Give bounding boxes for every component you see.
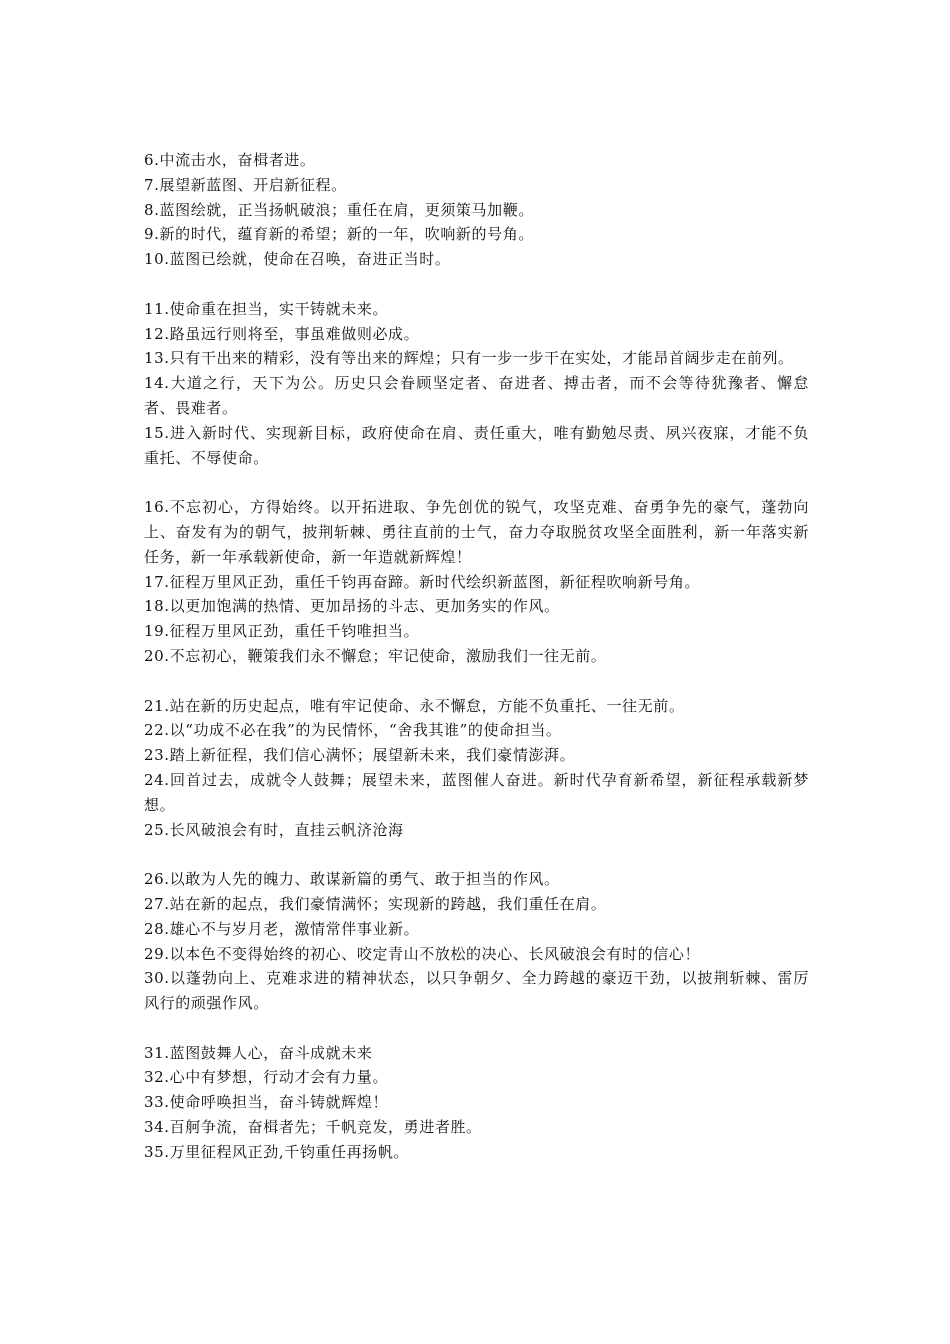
list-item: 15.进入新时代、实现新目标，政府使命在肩、责任重大，唯有勤勉尽责、夙兴夜寐，才能不负重托、不辱使命。 [144,423,809,467]
list-item: 22.以“功成不必在我”的为民情怀，“舍我其谁”的使命担当。 [144,721,562,740]
list-item: 33.使命呼唤担当，奋斗铸就辉煌！ [144,1093,389,1112]
paragraph-group [144,1041,809,1165]
list-item: 9.新的时代，蕴育新的希望；新的一年，吹响新的号角。 [144,225,534,244]
list-item: 34.百舸争流，奋楫者先；千帆竞发，勇进者胜。 [144,1118,482,1137]
list-item: 19.征程万里风正劲，重任千钧唯担当。 [144,622,420,641]
list-item: 12.路虽远行则将至，事虽难做则必成。 [144,324,420,343]
list-item: 6.中流击水，奋楫者进。 [144,151,316,169]
paragraph-group [144,495,809,669]
list-item: 27.站在新的起点，我们豪情满怀；实现新的跨越，我们重任在肩。 [144,894,607,913]
list-item: 18.以更加饱满的热情、更加昂扬的斗志、更加务实的作风。 [144,597,560,616]
paragraph-group [144,297,809,471]
list-item: 28.雄心不与岁月老，激情常伴事业新。 [144,919,420,938]
paragraph-group [144,867,809,1016]
list-item: 30.以蓬勃向上、克难求进的精神状态，以只争朝夕、全力跨越的豪迈干劲，以披荆斩棘、雷厉风行的顽强作风。 [144,969,809,1013]
list-item: 16.不忘初心，方得始终。以开拓进取、争先创优的锐气，攻坚克难、奋勇争先的豪气，蓬勃向上、奋发有为的朝气，披荆斩棘、勇往直前的士气，奋力夺取脱贫攻坚全面胜利，新一年落实新任务，新一年承载新使命，新一年造就新辉煌！ [144,498,809,566]
list-item: 17.征程万里风正劲，重任千钧再奋蹄。新时代绘织新蓝图，新征程吹响新号角。 [144,572,701,591]
list-item: 24.回首过去，成就令人鼓舞；展望未来，蓝图催人奋进。新时代孕育新希望，新征程承载新梦想。 [144,770,809,814]
list-item: 31.蓝图鼓舞人心，奋斗成就未来 [144,1043,373,1062]
list-item: 29.以本色不变得始终的初心、咬定青山不放松的决心、长风破浪会有时的信心！ [144,944,701,963]
list-item: 35.万里征程风正劲,千钧重任再扬帆。 [144,1142,410,1161]
document-page [144,148,809,1165]
list-item: 10.蓝图已绘就，使命在召唤，奋进正当时。 [144,250,451,269]
list-item: 25.长风破浪会有时，直挂云帆济沧海 [144,820,404,839]
list-item: 26.以敢为人先的魄力、敢谋新篇的勇气、敢于担当的作风。 [144,870,560,889]
paragraph-group [144,694,809,843]
list-item: 11.使命重在担当，实干铸就未来。 [144,299,389,318]
list-item: 20.不忘初心，鞭策我们永不懈怠；牢记使命，激励我们一往无前。 [144,646,607,665]
list-item: 14.大道之行，天下为公。历史只会眷顾坚定者、奋进者、搏击者，而不会等待犹豫者、懈怠者、畏难者。 [144,374,809,417]
list-item: 21.站在新的历史起点，唯有牢记使命、永不懈怠，方能不负重托、一往无前。 [144,696,685,715]
list-item: 32.心中有梦想，行动才会有力量。 [144,1068,389,1087]
list-item: 23.踏上新征程，我们信心满怀；展望新未来，我们豪情澎湃。 [144,746,576,765]
list-item: 13.只有干出来的精彩，没有等出来的辉煌；只有一步一步干在实处，才能昂首阔步走在前列。 [144,349,794,368]
list-item: 8.蓝图绘就，正当扬帆破浪；重任在肩，更须策马加鞭。 [144,200,534,219]
list-item: 7.展望新蓝图、开启新征程。 [144,175,347,194]
paragraph-group [144,148,809,272]
